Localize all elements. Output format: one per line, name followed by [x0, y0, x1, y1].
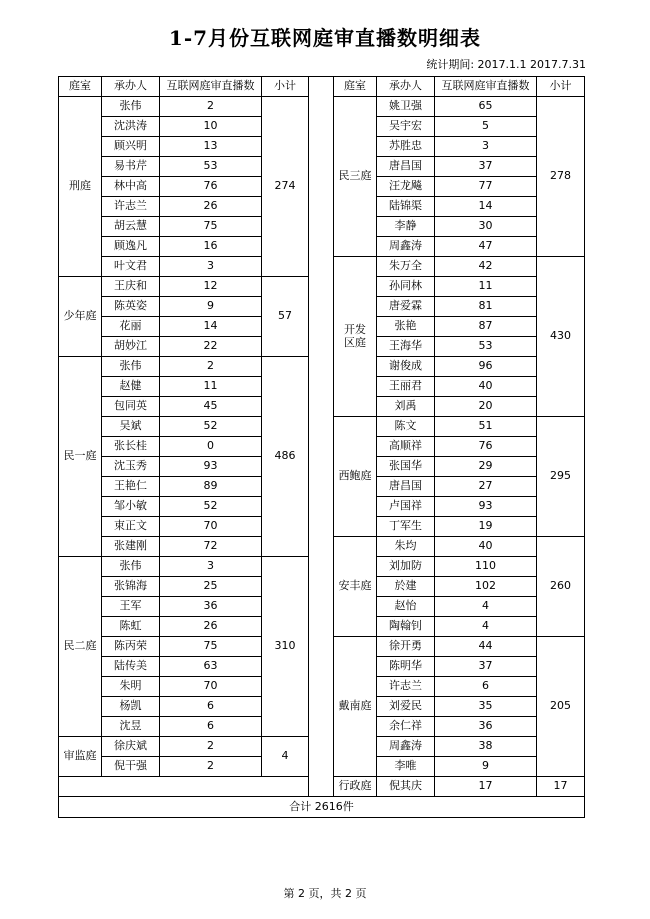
broadcast-count: 93: [435, 497, 537, 517]
court-name: 少年庭: [59, 277, 102, 357]
broadcast-count: 2: [160, 737, 262, 757]
broadcast-count: 87: [435, 317, 537, 337]
broadcast-count: 19: [435, 517, 537, 537]
judge-name: 刘禹: [377, 397, 435, 417]
judge-name: 赵健: [102, 377, 160, 397]
court-name: 刑庭: [59, 97, 102, 277]
broadcast-count: 36: [435, 717, 537, 737]
broadcast-count: 14: [160, 317, 262, 337]
header-subtotal: 小计: [537, 77, 585, 97]
statistics-period: 统计期间: 2017.1.1 2017.7.31: [426, 58, 586, 71]
judge-name: 丁军生: [377, 517, 435, 537]
broadcast-count: 3: [435, 137, 537, 157]
court-name: 民三庭: [334, 97, 377, 257]
broadcast-count: 2: [160, 357, 262, 377]
judge-name: 花丽: [102, 317, 160, 337]
judge-name: 王庆和: [102, 277, 160, 297]
judge-name: 易书芹: [102, 157, 160, 177]
court-name: 审监庭: [59, 737, 102, 777]
broadcast-count: 12: [160, 277, 262, 297]
judge-name: 王艳仁: [102, 477, 160, 497]
broadcast-count: 37: [435, 657, 537, 677]
broadcast-count: 5: [435, 117, 537, 137]
live-broadcast-table: [58, 76, 585, 818]
judge-name: 包同英: [102, 397, 160, 417]
judge-name: 张长桂: [102, 437, 160, 457]
broadcast-count: 3: [160, 557, 262, 577]
judge-name: 张艳: [377, 317, 435, 337]
broadcast-count: 75: [160, 637, 262, 657]
broadcast-count: 63: [160, 657, 262, 677]
broadcast-count: 75: [160, 217, 262, 237]
judge-name: 周鑫涛: [377, 737, 435, 757]
judge-name: 唐爱霖: [377, 297, 435, 317]
header-judge: 承办人: [377, 77, 435, 97]
court-name: 安丰庭: [334, 537, 377, 637]
broadcast-count: 96: [435, 357, 537, 377]
broadcast-count: 102: [435, 577, 537, 597]
grand-total: 合计 2616件: [59, 797, 585, 818]
judge-name: 杨凯: [102, 697, 160, 717]
judge-name: 林中高: [102, 177, 160, 197]
judge-name: 沈洪涛: [102, 117, 160, 137]
broadcast-count: 0: [160, 437, 262, 457]
broadcast-count: 3: [160, 257, 262, 277]
judge-name: 胡妙江: [102, 337, 160, 357]
broadcast-count: 72: [160, 537, 262, 557]
judge-name: 赵怡: [377, 597, 435, 617]
broadcast-count: 47: [435, 237, 537, 257]
judge-name: 陆锦渠: [377, 197, 435, 217]
broadcast-count: 14: [435, 197, 537, 217]
court-name: 行政庭: [334, 777, 377, 797]
judge-name: 刘爱民: [377, 697, 435, 717]
broadcast-count: 29: [435, 457, 537, 477]
broadcast-count: 42: [435, 257, 537, 277]
broadcast-count: 53: [160, 157, 262, 177]
court-name: 开发 区庭: [334, 257, 377, 417]
broadcast-count: 110: [435, 557, 537, 577]
broadcast-count: 76: [435, 437, 537, 457]
broadcast-count: 26: [160, 617, 262, 637]
broadcast-count: 26: [160, 197, 262, 217]
judge-name: 陈文: [377, 417, 435, 437]
broadcast-count: 11: [435, 277, 537, 297]
broadcast-count: 20: [435, 397, 537, 417]
broadcast-count: 44: [435, 637, 537, 657]
judge-name: 张国华: [377, 457, 435, 477]
judge-name: 张伟: [102, 97, 160, 117]
judge-name: 张伟: [102, 357, 160, 377]
table-header-row: [59, 77, 585, 97]
broadcast-count: 10: [160, 117, 262, 137]
judge-name: 吴斌: [102, 417, 160, 437]
header-subtotal: 小计: [262, 77, 309, 97]
court-name: 戴南庭: [334, 637, 377, 777]
judge-name: 唐昌国: [377, 157, 435, 177]
column-gap: [309, 77, 334, 797]
judge-name: 张锦海: [102, 577, 160, 597]
judge-name: 束正文: [102, 517, 160, 537]
broadcast-count: 9: [435, 757, 537, 777]
broadcast-count: 2: [160, 757, 262, 777]
broadcast-count: 13: [160, 137, 262, 157]
broadcast-count: 25: [160, 577, 262, 597]
court-subtotal: 278: [537, 97, 585, 257]
broadcast-count: 53: [435, 337, 537, 357]
broadcast-count: 93: [160, 457, 262, 477]
court-subtotal: 430: [537, 257, 585, 417]
broadcast-count: 76: [160, 177, 262, 197]
total-row: [59, 797, 585, 818]
judge-name: 陈虹: [102, 617, 160, 637]
broadcast-count: 77: [435, 177, 537, 197]
header-court: 庭室: [59, 77, 102, 97]
broadcast-count: 36: [160, 597, 262, 617]
court-name: 民二庭: [59, 557, 102, 737]
court-subtotal: 310: [262, 557, 309, 737]
broadcast-count: 45: [160, 397, 262, 417]
judge-name: 高顺祥: [377, 437, 435, 457]
broadcast-count: 37: [435, 157, 537, 177]
judge-name: 周鑫涛: [377, 237, 435, 257]
broadcast-count: 35: [435, 697, 537, 717]
court-subtotal: 205: [537, 637, 585, 777]
broadcast-count: 4: [435, 617, 537, 637]
judge-name: 陆传美: [102, 657, 160, 677]
court-name: 民一庭: [59, 357, 102, 557]
broadcast-count: 16: [160, 237, 262, 257]
court-subtotal: 4: [262, 737, 309, 777]
judge-name: 陈英姿: [102, 297, 160, 317]
broadcast-count: 70: [160, 517, 262, 537]
judge-name: 王海华: [377, 337, 435, 357]
judge-name: 陶翰钊: [377, 617, 435, 637]
judge-name: 李唯: [377, 757, 435, 777]
broadcast-count: 11: [160, 377, 262, 397]
broadcast-count: 89: [160, 477, 262, 497]
broadcast-count: 2: [160, 97, 262, 117]
judge-name: 倪其庆: [377, 777, 435, 797]
judge-name: 许志兰: [102, 197, 160, 217]
broadcast-count: 6: [160, 697, 262, 717]
header-count: 互联网庭审直播数: [160, 77, 262, 97]
broadcast-count: 9: [160, 297, 262, 317]
judge-name: 李静: [377, 217, 435, 237]
court-subtotal: 260: [537, 537, 585, 637]
court-subtotal: 17: [537, 777, 585, 797]
broadcast-count: 70: [160, 677, 262, 697]
judge-name: 汪龙飚: [377, 177, 435, 197]
broadcast-count: 40: [435, 377, 537, 397]
broadcast-count: 27: [435, 477, 537, 497]
header-judge: 承办人: [102, 77, 160, 97]
court-subtotal: 274: [262, 97, 309, 277]
judge-name: 苏胜忠: [377, 137, 435, 157]
judge-name: 朱均: [377, 537, 435, 557]
court-name: 西鲍庭: [334, 417, 377, 537]
broadcast-count: 52: [160, 497, 262, 517]
broadcast-count: 51: [435, 417, 537, 437]
judge-name: 胡云慧: [102, 217, 160, 237]
judge-name: 余仁祥: [377, 717, 435, 737]
judge-name: 倪干强: [102, 757, 160, 777]
judge-name: 沈昱: [102, 717, 160, 737]
judge-name: 孙同林: [377, 277, 435, 297]
judge-name: 张建刚: [102, 537, 160, 557]
judge-name: 吴宇宏: [377, 117, 435, 137]
broadcast-count: 6: [435, 677, 537, 697]
court-subtotal: 295: [537, 417, 585, 537]
judge-name: 刘加防: [377, 557, 435, 577]
judge-name: 陈明华: [377, 657, 435, 677]
judge-name: 徐开勇: [377, 637, 435, 657]
broadcast-count: 65: [435, 97, 537, 117]
page-footer: 第 2 页，共 2 页: [283, 887, 367, 900]
broadcast-count: 17: [435, 777, 537, 797]
judge-name: 王丽君: [377, 377, 435, 397]
judge-name: 卢国祥: [377, 497, 435, 517]
broadcast-count: 4: [435, 597, 537, 617]
broadcast-count: 52: [160, 417, 262, 437]
judge-name: 邹小敏: [102, 497, 160, 517]
broadcast-count: 6: [160, 717, 262, 737]
broadcast-count: 38: [435, 737, 537, 757]
judge-name: 朱明: [102, 677, 160, 697]
header-court: 庭室: [334, 77, 377, 97]
judge-name: 唐昌国: [377, 477, 435, 497]
court-subtotal: 486: [262, 357, 309, 557]
header-count: 互联网庭审直播数: [435, 77, 537, 97]
broadcast-count: 40: [435, 537, 537, 557]
court-subtotal: 57: [262, 277, 309, 357]
judge-name: 於建: [377, 577, 435, 597]
judge-name: 朱万全: [377, 257, 435, 277]
broadcast-count: 22: [160, 337, 262, 357]
judge-name: 陈丙荣: [102, 637, 160, 657]
judge-name: 王军: [102, 597, 160, 617]
judge-name: 沈玉秀: [102, 457, 160, 477]
judge-name: 徐庆斌: [102, 737, 160, 757]
broadcast-count: 81: [435, 297, 537, 317]
judge-name: 顾逸凡: [102, 237, 160, 257]
judge-name: 姚卫强: [377, 97, 435, 117]
judge-name: 谢俊成: [377, 357, 435, 377]
judge-name: 许志兰: [377, 677, 435, 697]
judge-name: 顾兴明: [102, 137, 160, 157]
judge-name: 叶文君: [102, 257, 160, 277]
judge-name: 张伟: [102, 557, 160, 577]
report-title: 1-7月份互联网庭审直播数明细表: [168, 26, 482, 50]
broadcast-count: 30: [435, 217, 537, 237]
blank-cell: [59, 777, 309, 797]
